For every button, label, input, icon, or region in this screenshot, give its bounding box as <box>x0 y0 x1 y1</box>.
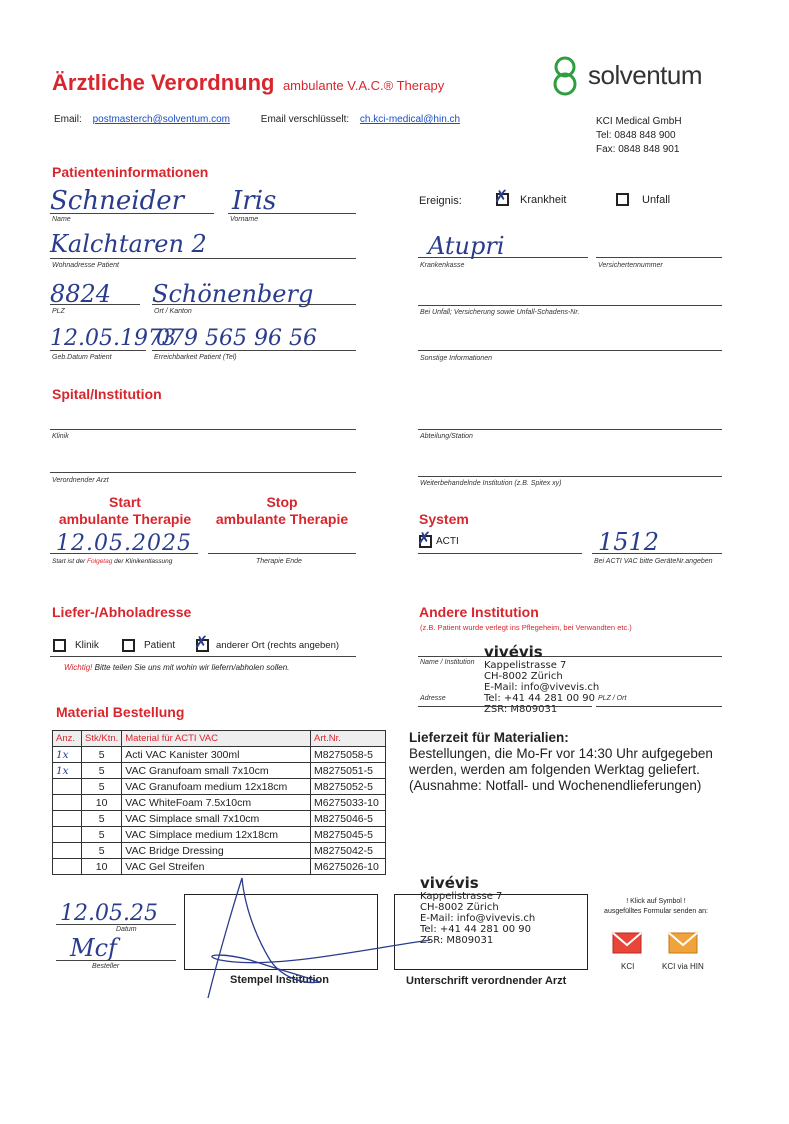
material-anz-cell[interactable] <box>53 843 82 859</box>
company-name: KCI Medical GmbH <box>596 116 682 127</box>
address-label: Wohnadresse Patient <box>52 262 119 269</box>
signature-stamp-line-3: E-Mail: info@vivevis.ch <box>420 913 536 924</box>
material-anz-cell[interactable] <box>53 827 82 843</box>
material-artnr-cell: M8275051-5 <box>311 763 386 779</box>
order-date[interactable]: 12.05.25 <box>60 901 158 926</box>
patient-plz[interactable]: 8824 <box>50 280 112 308</box>
send-kci-hin-button[interactable] <box>668 930 698 956</box>
sonstige-label: Sonstige Informationen <box>420 355 492 362</box>
material-stk-cell: 5 <box>82 843 122 859</box>
andere-stamp <box>484 645 599 715</box>
lieferzeit-title: Lieferzeit für Materialien: <box>409 730 569 745</box>
material-row <box>53 811 386 827</box>
krankheit-label: Krankheit <box>520 194 567 206</box>
wichtig-text: Bitte teilen Sie uns mit wohin wir liefern/abholen sollen. <box>92 663 290 672</box>
start-title-1: Start <box>109 494 141 510</box>
andere-note: (z.B. Patient wurde verlegt ins Pflegeheim, bei Verwandten etc.) <box>420 623 632 632</box>
material-stk-cell: 10 <box>82 795 122 811</box>
material-name-cell: VAC Granufoam medium 12x18cm <box>122 779 311 795</box>
signature-stamp-line-2: CH-8002 Zürich <box>420 902 499 913</box>
signature-stamp-line-1: Kappelistrasse 7 <box>420 891 503 902</box>
mail-kci-icon <box>612 930 642 956</box>
unfall-checkbox[interactable] <box>616 193 629 206</box>
header-anz: Anz. <box>53 731 82 747</box>
andere-stamp-line-2: CH-8002 Zürich <box>484 671 563 682</box>
andere-name-label: Name / Institution <box>420 659 475 666</box>
stempel-label: Stempel Institution <box>230 974 329 986</box>
acti-label: ACTI <box>436 536 459 547</box>
material-row <box>53 779 386 795</box>
patient-ort[interactable]: Schönenberg <box>152 280 314 308</box>
device-label: Bei ACTI VAC bitte GeräteNr.angeben <box>594 558 713 565</box>
material-anz-cell[interactable]: 1x <box>53 747 82 763</box>
unfall-info-label: Bei Unfall; Versicherung sowie Unfall-Schadens-Nr. <box>420 309 580 316</box>
patient-option-label: Patient <box>144 640 176 651</box>
material-artnr-cell: M8275058-5 <box>311 747 386 763</box>
section-spital: Spital/Institution <box>52 386 162 402</box>
start-note <box>52 558 172 565</box>
patient-checkbox[interactable] <box>122 639 135 652</box>
material-anz-cell[interactable] <box>53 811 82 827</box>
signature-stamp-line-4: Tel: +41 44 281 00 90 <box>420 924 531 935</box>
andere-stamp-name: vivévis <box>484 643 543 661</box>
ereignis-label: Ereignis: <box>419 195 462 207</box>
material-name-cell: VAC Bridge Dressing <box>122 843 311 859</box>
title-main: Ärztliche Verordnung <box>52 70 275 95</box>
material-row <box>53 795 386 811</box>
material-row <box>53 747 386 763</box>
lieferzeit-line-2: werden, werden am folgenden Werktag geliefert. <box>409 762 700 777</box>
unfall-label: Unfall <box>642 194 671 206</box>
patient-name[interactable]: Schneider <box>50 186 185 216</box>
email-enc-label: Email verschlüsselt: <box>260 114 350 125</box>
header-stk: Stk/Ktn. <box>82 731 122 747</box>
andere-stamp-line-3: E-Mail: info@vivevis.ch <box>484 682 600 693</box>
section-patient: Patienteninformationen <box>52 164 209 180</box>
start-note-b: Folgetag <box>87 558 113 565</box>
material-name-cell: VAC Simplace small 7x10cm <box>122 811 311 827</box>
material-name-cell: VAC Simplace medium 12x18cm <box>122 827 311 843</box>
start-date-value[interactable]: 12.05.2025 <box>56 531 192 556</box>
material-artnr-cell: M8275045-5 <box>311 827 386 843</box>
material-table <box>52 730 386 875</box>
material-stk-cell: 5 <box>82 827 122 843</box>
krankenkasse-label: Krankenkasse <box>420 262 465 269</box>
patient-dob[interactable]: 12.05.1973 <box>50 326 176 351</box>
material-stk-cell: 10 <box>82 859 122 875</box>
material-name-cell: VAC Gel Streifen <box>122 859 311 875</box>
material-header-row <box>53 731 386 747</box>
section-liefer: Liefer-/Abholadresse <box>52 604 192 620</box>
ort-label: Ort / Kanton <box>154 308 192 315</box>
lieferzeit-line-1: Bestellungen, die Mo-Fr vor 14:30 Uhr aufgegeben <box>409 746 713 761</box>
start-title-2: ambulante Therapie <box>58 511 192 527</box>
tel-label: Erreichbarkeit Patient (Tel) <box>154 354 237 361</box>
dob-label: Geb.Datum Patient <box>52 354 112 361</box>
doctor-signature <box>180 860 440 1000</box>
material-row <box>53 843 386 859</box>
email-label: Email: <box>54 114 82 125</box>
device-number[interactable]: 1512 <box>598 528 660 556</box>
material-name-cell: VAC WhiteFoam 7.5x10cm <box>122 795 311 811</box>
anderer-check-mark: ✗ <box>194 633 209 652</box>
versnr-label: Versichertennummer <box>598 262 663 269</box>
send-kci-button[interactable] <box>612 930 642 956</box>
material-row <box>53 827 386 843</box>
section-material: Material Bestellung <box>56 704 185 720</box>
material-artnr-cell: M8275052-5 <box>311 779 386 795</box>
material-stk-cell: 5 <box>82 811 122 827</box>
material-artnr-cell: M6275026-10 <box>311 859 386 875</box>
section-andere: Andere Institution <box>419 604 539 620</box>
company-tel: Tel: 0848 848 900 <box>596 130 676 141</box>
andere-stamp-line-4: Tel: +41 44 281 00 90 <box>484 693 595 704</box>
company-info <box>596 115 682 157</box>
patient-vorname[interactable]: Iris <box>232 186 277 216</box>
besteller-sign[interactable]: Mcf <box>70 934 117 962</box>
signature-stamp-name: vivévis <box>420 874 479 892</box>
wichtig-label: Wichtig! <box>64 663 93 672</box>
klick-line-1: ! Klick auf Symbol ! <box>626 898 686 905</box>
material-anz-cell[interactable] <box>53 795 82 811</box>
stop-title-1: Stop <box>266 494 298 510</box>
material-row <box>53 763 386 779</box>
besteller-label: Besteller <box>92 963 120 970</box>
signature-stamp-line-5: ZSR: M809031 <box>420 935 494 946</box>
anderer-option-label: anderer Ort (rechts angeben) <box>216 640 340 651</box>
klinik-label: Klinik <box>52 433 69 440</box>
wichtig-note <box>64 663 289 672</box>
header-material: Material für ACTI VAC <box>122 731 311 747</box>
material-artnr-cell: M8275042-5 <box>311 843 386 859</box>
vorname-label: Vorname <box>230 216 259 223</box>
lieferzeit-box <box>409 730 713 794</box>
start-title <box>52 494 198 528</box>
name-label: Name <box>52 216 71 223</box>
material-name-cell: Acti VAC Kanister 300ml <box>122 747 311 763</box>
title-sub: ambulante V.A.C.® Therapy <box>282 78 445 93</box>
andere-adresse-label: Adresse <box>420 695 446 702</box>
stop-title-2: ambulante Therapie <box>215 511 349 527</box>
material-name-cell: VAC Granufoam small 7x10cm <box>122 763 311 779</box>
section-system: System <box>419 511 469 527</box>
header-artnr: Art.Nr. <box>311 731 386 747</box>
material-stk-cell: 5 <box>82 747 122 763</box>
email-enc-link[interactable]: ch.kci-medical@hin.ch <box>359 114 461 125</box>
datum-label: Datum <box>116 926 137 933</box>
unterschrift-label: Unterschrift verordnender Arzt <box>406 975 567 987</box>
andere-stamp-line-5: ZSR: M809031 <box>484 704 558 715</box>
form-title <box>52 70 444 96</box>
company-fax: Fax: 0848 848 901 <box>596 144 680 155</box>
plz-label: PLZ <box>52 308 65 315</box>
email-link[interactable]: postmasterch@solventum.com <box>92 114 230 125</box>
solventum-logo-icon <box>548 54 582 98</box>
krankheit-check-mark: ✗ <box>494 187 509 206</box>
contact-emails <box>54 114 460 125</box>
andere-stamp-line-1: Kappelistrasse 7 <box>484 660 567 671</box>
material-stk-cell: 5 <box>82 779 122 795</box>
start-note-c: der Klinikentlassung <box>112 558 173 565</box>
material-artnr-cell: M8275046-5 <box>311 811 386 827</box>
arzt-label: Verordnender Arzt <box>52 477 109 484</box>
material-anz-cell[interactable]: 1x <box>53 763 82 779</box>
patient-address[interactable]: Kalchtaren 2 <box>50 230 207 258</box>
andere-plz-label: PLZ / Ort <box>598 695 627 702</box>
kci-hin-label: KCI via HIN <box>662 962 704 971</box>
material-anz-cell[interactable] <box>53 859 82 875</box>
abteilung-label: Abteilung/Station <box>420 433 473 440</box>
lieferzeit-line-3: (Ausnahme: Notfall- und Wochenendlieferungen) <box>409 778 702 793</box>
krankenkasse-value[interactable]: Atupri <box>428 232 505 260</box>
kci-label: KCI <box>621 962 635 971</box>
start-note-a: Start ist der <box>52 558 88 565</box>
material-stk-cell: 5 <box>82 763 122 779</box>
material-body <box>53 747 386 875</box>
mail-kci-hin-icon <box>668 930 698 956</box>
material-anz-cell[interactable] <box>53 779 82 795</box>
brand-name: solventum <box>588 60 702 90</box>
send-instruction <box>594 897 718 917</box>
material-artnr-cell: M6275033-10 <box>311 795 386 811</box>
klinik-checkbox[interactable] <box>53 639 66 652</box>
klinik-option-label: Klinik <box>75 640 99 651</box>
weiter-label: Weiterbehandelnde Institution (z.B. Spitex xy) <box>420 480 562 487</box>
acti-check-mark: ✗ <box>417 529 432 548</box>
klick-line-2: ausgefülltes Formular senden an: <box>604 908 708 915</box>
stop-title <box>208 494 356 528</box>
patient-tel[interactable]: 079 565 96 56 <box>156 326 317 351</box>
therapie-ende-label: Therapie Ende <box>256 558 302 565</box>
brand-logo <box>548 54 702 103</box>
